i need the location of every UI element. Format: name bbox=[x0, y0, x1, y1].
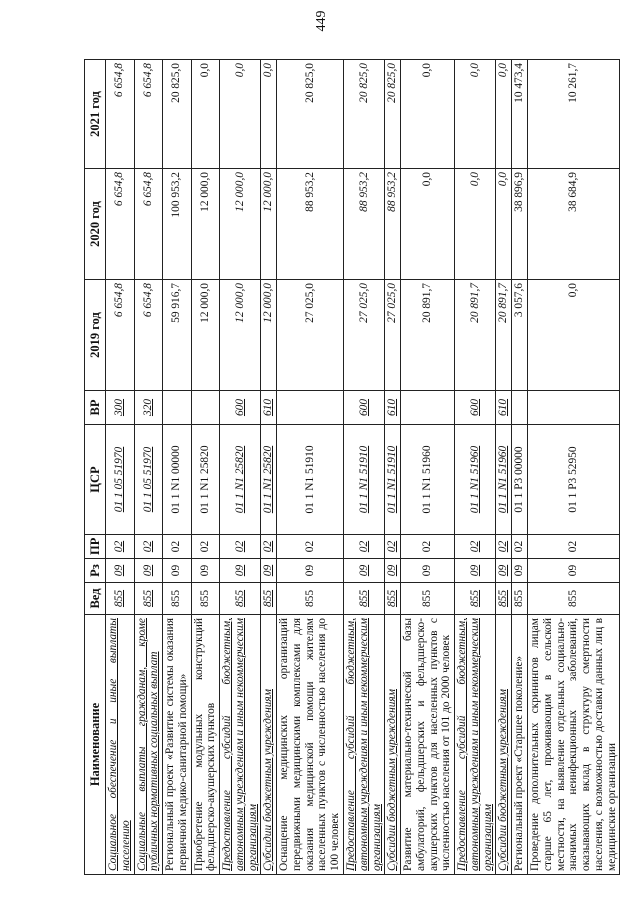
table-row bbox=[385, 60, 401, 875]
cell-ved-text: 855 bbox=[567, 589, 580, 608]
cell-2021 bbox=[455, 60, 496, 169]
table-body bbox=[106, 60, 620, 875]
cell-2021-text: 0,0 bbox=[468, 63, 481, 78]
cell-csr bbox=[401, 425, 455, 535]
cell-2019-text: 6 654,8 bbox=[113, 283, 126, 318]
cell-2019 bbox=[277, 280, 344, 391]
cell-ved-text: 855 bbox=[513, 589, 526, 608]
cell-2019-text: 27 025,0 bbox=[303, 283, 316, 323]
cell-2021-text: 10 261,7 bbox=[567, 63, 580, 103]
cell-name-text: Предоставление субсидий бюджетным, автономным учреждениям и иным некоммерческим организациям bbox=[456, 618, 494, 871]
cell-2021 bbox=[191, 60, 220, 169]
cell-csr-text: 01 1 N1 51910 bbox=[357, 445, 370, 514]
cell-vr bbox=[385, 391, 401, 425]
cell-2021-text: 0,0 bbox=[497, 63, 510, 78]
header-pr: ПР bbox=[85, 535, 106, 559]
rotated-page-content bbox=[84, 60, 618, 875]
cell-pr-text: 02 bbox=[386, 540, 399, 553]
cell-ved bbox=[106, 583, 135, 615]
cell-csr bbox=[106, 425, 135, 535]
cell-csr bbox=[496, 425, 512, 535]
cell-2019-text: 20 891,7 bbox=[421, 283, 434, 323]
table-row bbox=[401, 60, 455, 875]
cell-2020 bbox=[261, 169, 277, 280]
cell-ved-text: 855 bbox=[198, 589, 211, 608]
header-vr: ВР bbox=[85, 391, 106, 425]
cell-rz-text: 09 bbox=[421, 564, 434, 577]
cell-2021 bbox=[106, 60, 135, 169]
cell-rz bbox=[455, 559, 496, 583]
cell-csr bbox=[261, 425, 277, 535]
cell-2021-text: 10 473,4 bbox=[513, 63, 526, 103]
cell-vr bbox=[496, 391, 512, 425]
cell-pr bbox=[261, 535, 277, 559]
cell-vr bbox=[261, 391, 277, 425]
cell-name bbox=[134, 615, 163, 875]
cell-2019 bbox=[512, 280, 528, 391]
cell-pr-text: 02 bbox=[497, 540, 510, 553]
cell-2021 bbox=[496, 60, 512, 169]
table-row bbox=[527, 60, 619, 875]
cell-name-text: Приобретение модульных конструкций фельдшерско-акушерских пунктов bbox=[192, 618, 218, 871]
cell-pr-text: 02 bbox=[198, 540, 211, 553]
cell-rz bbox=[496, 559, 512, 583]
cell-vr-text: 610 bbox=[262, 398, 275, 417]
cell-rz bbox=[385, 559, 401, 583]
cell-pr bbox=[385, 535, 401, 559]
cell-2020 bbox=[496, 169, 512, 280]
table-row bbox=[277, 60, 344, 875]
table-row bbox=[134, 60, 163, 875]
cell-rz-text: 09 bbox=[513, 564, 526, 577]
cell-ved bbox=[191, 583, 220, 615]
budget-table bbox=[84, 59, 620, 875]
cell-2019 bbox=[385, 280, 401, 391]
cell-2020-text: 12 000,0 bbox=[262, 172, 275, 212]
cell-rz-text: 09 bbox=[567, 564, 580, 577]
cell-2019 bbox=[344, 280, 385, 391]
cell-2019-text: 0,0 bbox=[567, 283, 580, 298]
header-2020: 2020 год bbox=[85, 169, 106, 280]
cell-csr bbox=[163, 425, 192, 535]
cell-ved-text: 855 bbox=[141, 589, 154, 608]
cell-vr-text: 300 bbox=[113, 398, 126, 417]
cell-vr bbox=[401, 391, 455, 425]
cell-pr bbox=[134, 535, 163, 559]
cell-ved-text: 855 bbox=[497, 589, 510, 608]
cell-2019-text: 20 891,7 bbox=[468, 283, 481, 323]
cell-2020 bbox=[220, 169, 261, 280]
cell-rz-text: 09 bbox=[357, 564, 370, 577]
cell-csr-text: 01 1 N1 51910 bbox=[303, 445, 316, 514]
cell-name bbox=[191, 615, 220, 875]
cell-pr bbox=[401, 535, 455, 559]
cell-name-text: Развитие материально-технической базы амбулаторий, фельдшерских и фельдшерско-акушерских пунктов для населенных пунктов с численностью населения от 101 до 2000 человек bbox=[402, 618, 453, 871]
cell-csr bbox=[134, 425, 163, 535]
cell-name-text: Проведение дополнительных скринингов лицам старше 65 лет, проживающим в сельской местности, на выявление отдельных социально-значимых неинфекционных заболеваний, оказывающих вклад в структуру смертности населения, с возможностью доставки данных лиц в медицинские организации bbox=[528, 618, 618, 871]
cell-rz-text: 09 bbox=[233, 564, 246, 577]
cell-2019 bbox=[163, 280, 192, 391]
cell-name-text: Предоставление субсидий бюджетным, автономным учреждениям и иным некоммерческим организациям bbox=[345, 618, 383, 871]
cell-vr-text: 600 bbox=[468, 398, 481, 417]
cell-csr-text: 01 1 N1 25820 bbox=[262, 445, 275, 514]
cell-vr bbox=[512, 391, 528, 425]
cell-rz bbox=[344, 559, 385, 583]
cell-csr-text: 01 1 N1 51960 bbox=[421, 445, 434, 514]
cell-2021-text: 6 654,8 bbox=[113, 63, 126, 98]
cell-name-text: Субсидии бюджетным учреждениям bbox=[386, 689, 399, 871]
header-rz: Рз bbox=[85, 559, 106, 583]
table-row bbox=[496, 60, 512, 875]
cell-2021-text: 0,0 bbox=[421, 63, 434, 78]
header-2019: 2019 год bbox=[85, 280, 106, 391]
cell-ved bbox=[220, 583, 261, 615]
cell-pr-text: 02 bbox=[141, 540, 154, 553]
cell-2021 bbox=[512, 60, 528, 169]
cell-csr-text: 01 1 N1 51910 bbox=[386, 445, 399, 514]
cell-2020-text: 6 654,8 bbox=[141, 172, 154, 207]
cell-ved bbox=[455, 583, 496, 615]
cell-2019-text: 20 891,7 bbox=[497, 283, 510, 323]
cell-rz-text: 09 bbox=[198, 564, 211, 577]
cell-2021-text: 0,0 bbox=[233, 63, 246, 78]
cell-ved bbox=[496, 583, 512, 615]
cell-vr bbox=[191, 391, 220, 425]
cell-2019 bbox=[496, 280, 512, 391]
cell-pr-text: 02 bbox=[303, 540, 316, 553]
cell-ved bbox=[512, 583, 528, 615]
cell-ved bbox=[134, 583, 163, 615]
cell-csr-text: 01 1 P3 00000 bbox=[513, 446, 526, 513]
cell-vr bbox=[527, 391, 619, 425]
cell-name bbox=[527, 615, 619, 875]
cell-2020 bbox=[512, 169, 528, 280]
cell-2019-text: 3 057,6 bbox=[513, 283, 526, 318]
cell-csr-text: 01 1 05 51970 bbox=[113, 446, 126, 513]
cell-pr bbox=[455, 535, 496, 559]
cell-2019-text: 12 000,0 bbox=[198, 283, 211, 323]
cell-rz-text: 09 bbox=[303, 564, 316, 577]
cell-ved-text: 855 bbox=[233, 589, 246, 608]
cell-rz bbox=[134, 559, 163, 583]
cell-csr bbox=[344, 425, 385, 535]
cell-pr bbox=[106, 535, 135, 559]
cell-csr-text: 01 1 P3 52950 bbox=[567, 446, 580, 513]
cell-name bbox=[106, 615, 135, 875]
table-row bbox=[220, 60, 261, 875]
cell-2021 bbox=[277, 60, 344, 169]
cell-2020-text: 88 953,2 bbox=[357, 172, 370, 212]
cell-2019 bbox=[261, 280, 277, 391]
cell-2020-text: 0,0 bbox=[497, 172, 510, 187]
cell-2021 bbox=[163, 60, 192, 169]
table-row bbox=[106, 60, 135, 875]
cell-2021 bbox=[401, 60, 455, 169]
cell-ved bbox=[277, 583, 344, 615]
cell-name bbox=[163, 615, 192, 875]
cell-2020 bbox=[191, 169, 220, 280]
cell-pr-text: 02 bbox=[567, 540, 580, 553]
cell-2020 bbox=[106, 169, 135, 280]
cell-pr-text: 02 bbox=[262, 540, 275, 553]
cell-2021 bbox=[527, 60, 619, 169]
cell-ved-text: 855 bbox=[113, 589, 126, 608]
cell-2020-text: 6 654,8 bbox=[113, 172, 126, 207]
page-number: 449 bbox=[314, 10, 329, 32]
cell-2020-text: 38 684,9 bbox=[567, 172, 580, 212]
cell-2020 bbox=[163, 169, 192, 280]
table-row bbox=[261, 60, 277, 875]
header-ved: Вед bbox=[85, 583, 106, 615]
cell-2020-text: 12 000,0 bbox=[198, 172, 211, 212]
table-row bbox=[163, 60, 192, 875]
cell-csr bbox=[191, 425, 220, 535]
cell-pr-text: 02 bbox=[113, 540, 126, 553]
cell-2021-text: 20 825,0 bbox=[386, 63, 399, 103]
cell-csr bbox=[527, 425, 619, 535]
cell-pr-text: 02 bbox=[468, 540, 481, 553]
cell-csr-text: 01 1 N1 00000 bbox=[170, 445, 183, 514]
cell-2019 bbox=[527, 280, 619, 391]
cell-rz bbox=[527, 559, 619, 583]
cell-name-text: Региональный проект «Старшее поколение» bbox=[513, 655, 526, 871]
cell-rz bbox=[220, 559, 261, 583]
cell-vr bbox=[106, 391, 135, 425]
cell-2021-text: 0,0 bbox=[262, 63, 275, 78]
cell-name bbox=[401, 615, 455, 875]
cell-csr bbox=[512, 425, 528, 535]
cell-name-text: Региональный проект «Развитие системы оказания первичной медико-санитарной помощи» bbox=[164, 618, 189, 871]
cell-ved-text: 855 bbox=[170, 589, 183, 608]
cell-2021 bbox=[344, 60, 385, 169]
cell-rz bbox=[512, 559, 528, 583]
cell-csr-text: 01 1 N1 25820 bbox=[198, 445, 211, 514]
cell-2019-text: 27 025,0 bbox=[386, 283, 399, 323]
cell-name bbox=[344, 615, 385, 875]
cell-ved bbox=[385, 583, 401, 615]
cell-rz-text: 09 bbox=[497, 564, 510, 577]
cell-2019-text: 6 654,8 bbox=[141, 283, 154, 318]
cell-2020 bbox=[527, 169, 619, 280]
cell-2020 bbox=[277, 169, 344, 280]
cell-2019-text: 59 916,7 bbox=[170, 283, 183, 323]
cell-pr bbox=[496, 535, 512, 559]
cell-vr-text: 610 bbox=[497, 398, 510, 417]
cell-rz bbox=[261, 559, 277, 583]
header-2021: 2021 год bbox=[85, 60, 106, 169]
cell-name bbox=[220, 615, 261, 875]
table-row bbox=[191, 60, 220, 875]
cell-vr bbox=[455, 391, 496, 425]
cell-name bbox=[496, 615, 512, 875]
cell-csr bbox=[277, 425, 344, 535]
cell-vr-text: 600 bbox=[233, 398, 246, 417]
cell-name bbox=[261, 615, 277, 875]
cell-csr-text: 01 1 N1 51960 bbox=[468, 445, 481, 514]
cell-csr bbox=[385, 425, 401, 535]
cell-2019 bbox=[134, 280, 163, 391]
table-row bbox=[455, 60, 496, 875]
cell-rz-text: 09 bbox=[468, 564, 481, 577]
cell-pr-text: 02 bbox=[357, 540, 370, 553]
cell-2020 bbox=[455, 169, 496, 280]
cell-ved bbox=[344, 583, 385, 615]
cell-ved-text: 855 bbox=[262, 589, 275, 608]
cell-2020 bbox=[401, 169, 455, 280]
cell-ved-text: 855 bbox=[468, 589, 481, 608]
cell-2019-text: 27 025,0 bbox=[357, 283, 370, 323]
cell-2021 bbox=[385, 60, 401, 169]
cell-pr bbox=[512, 535, 528, 559]
cell-rz-text: 09 bbox=[113, 564, 126, 577]
cell-ved bbox=[163, 583, 192, 615]
cell-2020-text: 88 953,2 bbox=[303, 172, 316, 212]
cell-ved bbox=[261, 583, 277, 615]
cell-rz-text: 09 bbox=[262, 564, 275, 577]
cell-vr-text: 610 bbox=[386, 398, 399, 417]
cell-2019 bbox=[401, 280, 455, 391]
cell-ved-text: 855 bbox=[421, 589, 434, 608]
cell-2020 bbox=[134, 169, 163, 280]
cell-2021 bbox=[134, 60, 163, 169]
cell-2021 bbox=[261, 60, 277, 169]
cell-csr-text: 01 1 N1 25820 bbox=[233, 445, 246, 514]
cell-2020-text: 0,0 bbox=[468, 172, 481, 187]
cell-vr bbox=[220, 391, 261, 425]
cell-rz bbox=[401, 559, 455, 583]
cell-rz bbox=[277, 559, 344, 583]
cell-rz-text: 09 bbox=[141, 564, 154, 577]
cell-rz bbox=[106, 559, 135, 583]
cell-2021-text: 6 654,8 bbox=[141, 63, 154, 98]
cell-ved bbox=[527, 583, 619, 615]
cell-ved-text: 855 bbox=[386, 589, 399, 608]
cell-pr bbox=[191, 535, 220, 559]
cell-2021-text: 20 825,0 bbox=[303, 63, 316, 103]
cell-2020-text: 88 953,2 bbox=[386, 172, 399, 212]
cell-2021-text: 20 825,0 bbox=[170, 63, 183, 103]
table-row bbox=[512, 60, 528, 875]
cell-name bbox=[455, 615, 496, 875]
cell-pr-text: 02 bbox=[421, 540, 434, 553]
cell-2019-text: 12 000,0 bbox=[262, 283, 275, 323]
cell-2019 bbox=[455, 280, 496, 391]
cell-pr bbox=[220, 535, 261, 559]
cell-name-text: Социальные выплаты гражданам, кроме публичных нормативных социальных выплат bbox=[135, 618, 161, 871]
cell-vr bbox=[277, 391, 344, 425]
table-header-row bbox=[85, 60, 106, 875]
cell-name-text: Субсидии бюджетным учреждениям bbox=[497, 689, 510, 871]
cell-name-text: Социальное обеспечение и иные выплаты населению bbox=[107, 618, 132, 871]
cell-name bbox=[512, 615, 528, 875]
cell-2021 bbox=[220, 60, 261, 169]
cell-rz bbox=[191, 559, 220, 583]
cell-2019 bbox=[191, 280, 220, 391]
cell-vr-text: 320 bbox=[141, 398, 154, 417]
cell-csr-text: 01 1 N1 51960 bbox=[497, 445, 510, 514]
cell-rz-text: 09 bbox=[386, 564, 399, 577]
cell-vr-text: 600 bbox=[357, 398, 370, 417]
cell-2021-text: 20 825,0 bbox=[357, 63, 370, 103]
cell-name-text: Оснащение медицинских организаций передвижными медицинскими комплексами для оказания медицинской помощи жителям населенных пунктов с численностью населения до 100 человек bbox=[278, 618, 342, 871]
cell-name-text: Предоставление субсидий бюджетным, автономным учреждениям и иным некоммерческим организациям bbox=[221, 618, 259, 871]
cell-2019 bbox=[106, 280, 135, 391]
cell-csr-text: 01 1 05 51970 bbox=[141, 446, 154, 513]
cell-name bbox=[277, 615, 344, 875]
cell-vr bbox=[344, 391, 385, 425]
cell-pr bbox=[527, 535, 619, 559]
cell-2020-text: 38 896,9 bbox=[513, 172, 526, 212]
cell-ved-text: 855 bbox=[303, 589, 316, 608]
cell-rz-text: 09 bbox=[170, 564, 183, 577]
cell-rz bbox=[163, 559, 192, 583]
header-name: Наименование bbox=[85, 615, 106, 875]
cell-2019-text: 12 000,0 bbox=[233, 283, 246, 323]
cell-2021-text: 0,0 bbox=[198, 63, 211, 78]
table-row bbox=[344, 60, 385, 875]
cell-2020 bbox=[385, 169, 401, 280]
cell-2020-text: 100 953,2 bbox=[170, 172, 183, 218]
cell-pr bbox=[277, 535, 344, 559]
cell-pr-text: 02 bbox=[513, 540, 526, 553]
cell-ved-text: 855 bbox=[357, 589, 370, 608]
cell-2020-text: 0,0 bbox=[421, 172, 434, 187]
cell-2020 bbox=[344, 169, 385, 280]
cell-pr-text: 02 bbox=[233, 540, 246, 553]
cell-vr bbox=[134, 391, 163, 425]
cell-2020-text: 12 000,0 bbox=[233, 172, 246, 212]
cell-vr bbox=[163, 391, 192, 425]
cell-pr bbox=[344, 535, 385, 559]
cell-csr bbox=[455, 425, 496, 535]
cell-pr bbox=[163, 535, 192, 559]
cell-csr bbox=[220, 425, 261, 535]
header-csr: ЦСР bbox=[85, 425, 106, 535]
cell-name bbox=[385, 615, 401, 875]
cell-name-text: Субсидии бюджетным учреждениям bbox=[262, 689, 275, 871]
cell-pr-text: 02 bbox=[170, 540, 183, 553]
cell-2019 bbox=[220, 280, 261, 391]
cell-ved bbox=[401, 583, 455, 615]
